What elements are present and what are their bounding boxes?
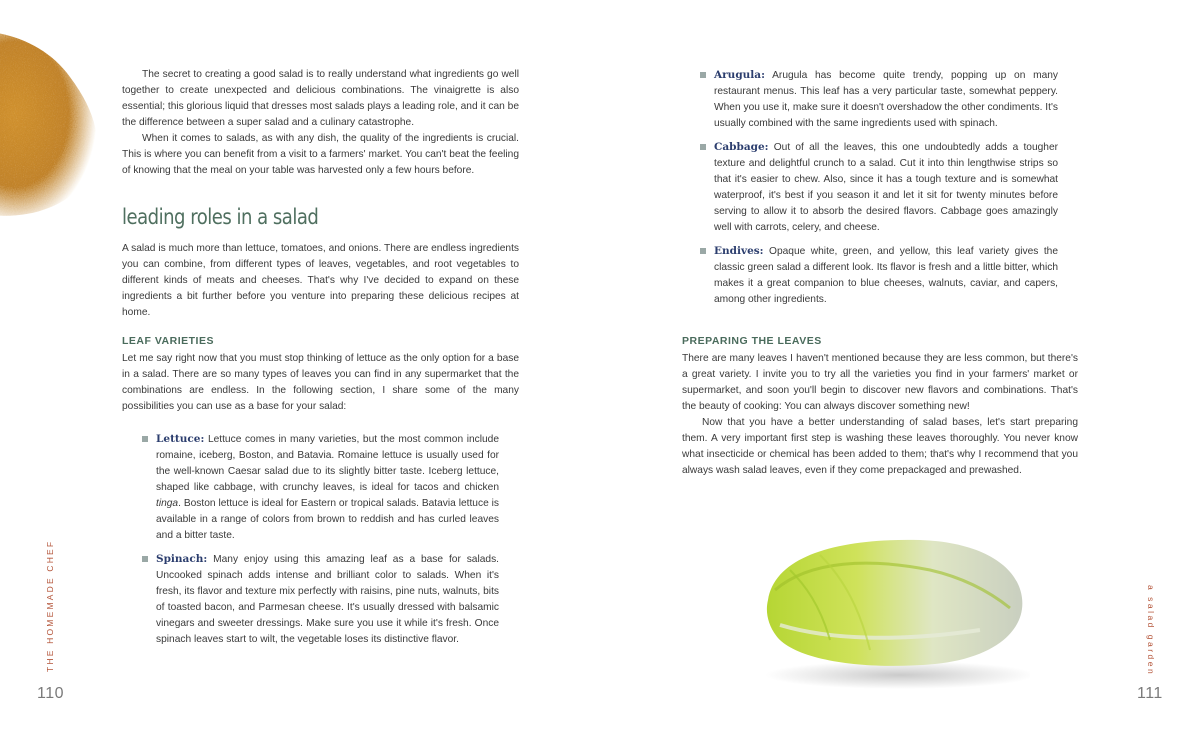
lettuce-text-part-2: . Boston lettuce is ideal for Eastern or tropical salads. Batavia lettuce is available in a range of colors from brown to reddish and has curled leaves and a bitter taste.: [156, 498, 499, 541]
spinach-text: [156, 551, 499, 648]
arugula-text: [714, 67, 1058, 132]
list-item-endives: [700, 243, 1058, 308]
endives-description: Opaque white, green, and yellow, this leaf variety gives the classic green salad a different look. Its flavor is fresh and a little bitter, which makes it a great companion to blue cheeses, walnuts, caviar, and capers, among other ingredients.: [714, 246, 1058, 305]
bullet-square-icon: [142, 556, 148, 562]
page-number-right: 111: [1137, 685, 1163, 702]
preparing-paragraph-1: There are many leaves I haven't mentioned because they are less common, but there's a great variety. I invite you to try all the varieties you find in your farmers' market or supermarket, and soon you'll begin to discover new flavors and combinations. That's the beauty of cooking: You can always discover something new!: [682, 353, 1078, 412]
bullet-square-icon: [700, 144, 706, 150]
term-cabbage: Cabbage:: [714, 141, 769, 153]
lettuce-text: [156, 431, 499, 544]
intro-paragraph-1: The secret to creating a good salad is to really understand what ingredients go well together to create unexpected and delicious combinations. The vinaigrette is also essential; this glorious liquid that dresses most salads plays a leading role, and it can be the difference between a super salad and a culinary catastrophe.: [122, 69, 519, 128]
right-page: [600, 0, 1200, 742]
term-lettuce: Lettuce:: [156, 433, 205, 445]
term-arugula: Arugula:: [714, 69, 765, 81]
bullet-square-icon: [142, 436, 148, 442]
section-title: leading roles in a salad: [122, 205, 319, 229]
lettuce-text-italic: tinga: [156, 498, 179, 509]
subhead-leaf-varieties: LEAF VARIETIES: [122, 335, 214, 347]
chapter-side-label: a salad garden: [1146, 585, 1156, 677]
spinach-description: Many enjoy using this amazing leaf as a base for salads. Uncooked spinach adds intense and brilliant color to salads. When it's fresh, its flavor and texture mix perfectly with raisins, pine nuts, walnuts, bits of toasted bacon, and Parmesan cheese. It's usually dressed with balsamic vinegars and sweeter dressings. Make sure you use it while it's fresh. Once spinach leaves start to wilt, the vegetable loses its distinctive flavor.: [156, 554, 499, 645]
spice-powder-image: [0, 22, 110, 222]
endive-image: [750, 530, 1030, 695]
term-spinach: Spinach:: [156, 553, 208, 565]
section-text: A salad is much more than lettuce, tomatoes, and onions. There are endless ingredients you can combine, from different types of leaves, vegetables, and root vegetables to different kinds of meats and cheeses. That's why I've decided to expand on these ingredients a bit further before you venture into preparing these delicious recipes at home.: [122, 243, 519, 318]
leaf-bullet-list-continued: [700, 67, 1058, 315]
preparing-paragraph-2: Now that you have a better understanding of salad bases, let's start preparing them. A very important first step is washing these leaves thoroughly. You never know what insecticide or chemical has been added to them; that's why I recommend that you always wash salad leaves, even if they come prepackaged and prewashed.: [682, 417, 1078, 476]
leaf-varieties-text: Let me say right now that you must stop thinking of lettuce as the only option for a base in a salad. There are so many types of leaves you can find in any supermarket that the combinations are endless. In the following section, I share some of the many possibilities you can use as a base for your salad:: [122, 353, 519, 412]
list-item-spinach: [142, 551, 499, 648]
bullet-square-icon: [700, 72, 706, 78]
list-item-arugula: [700, 67, 1058, 132]
intro-paragraph-2: When it comes to salads, as with any dish, the quality of the ingredients is crucial. This is where you can benefit from a visit to a farmers' market. You can't beat the feeling of knowing that the meal on your table was harvested only a few hours before.: [122, 133, 519, 176]
page-number-left: 110: [37, 685, 65, 702]
bullet-square-icon: [700, 248, 706, 254]
leaf-bullet-list: [142, 431, 499, 655]
endives-text: [714, 243, 1058, 308]
cabbage-text: [714, 139, 1058, 236]
term-endives: Endives:: [714, 245, 764, 257]
subhead-preparing-leaves: PREPARING THE LEAVES: [682, 335, 822, 347]
list-item-lettuce: [142, 431, 499, 544]
arugula-description: Arugula has become quite trendy, popping up on many restaurant menus. This leaf has a very particular taste, somewhat peppery. When you use it, make sure it doesn't overshadow the other condiments. It's usually combined with the same ingredients used with spinach.: [714, 70, 1058, 129]
lettuce-text-part-1: Lettuce comes in many varieties, but the most common include romaine, iceberg, Boston, and Batavia. Romaine lettuce is usually used for the well-known Caesar salad due to its slightly bitter taste. Iceberg lettuce, shaped like cabbage, with crunchy leaves, is ideal for tacos and chicken: [156, 434, 499, 493]
list-item-cabbage: [700, 139, 1058, 236]
cabbage-description: Out of all the leaves, this one undoubtedly adds a tougher texture and delightful crunch to a salad. Cut it into thin lengthwise strips so that it's easier to chew. Also, since it has a tough texture and is somewhat waterproof, it's best if you season it and let it sit for twenty minutes before serving to allow it to absorb the desired flavors. Cabbage goes amazingly well with carrots, celery, and cheese.: [714, 142, 1058, 233]
intro-text: [122, 67, 519, 179]
book-title-side-label: THE HOMEMADE CHEF: [45, 539, 55, 672]
preparing-text: [682, 351, 1078, 479]
